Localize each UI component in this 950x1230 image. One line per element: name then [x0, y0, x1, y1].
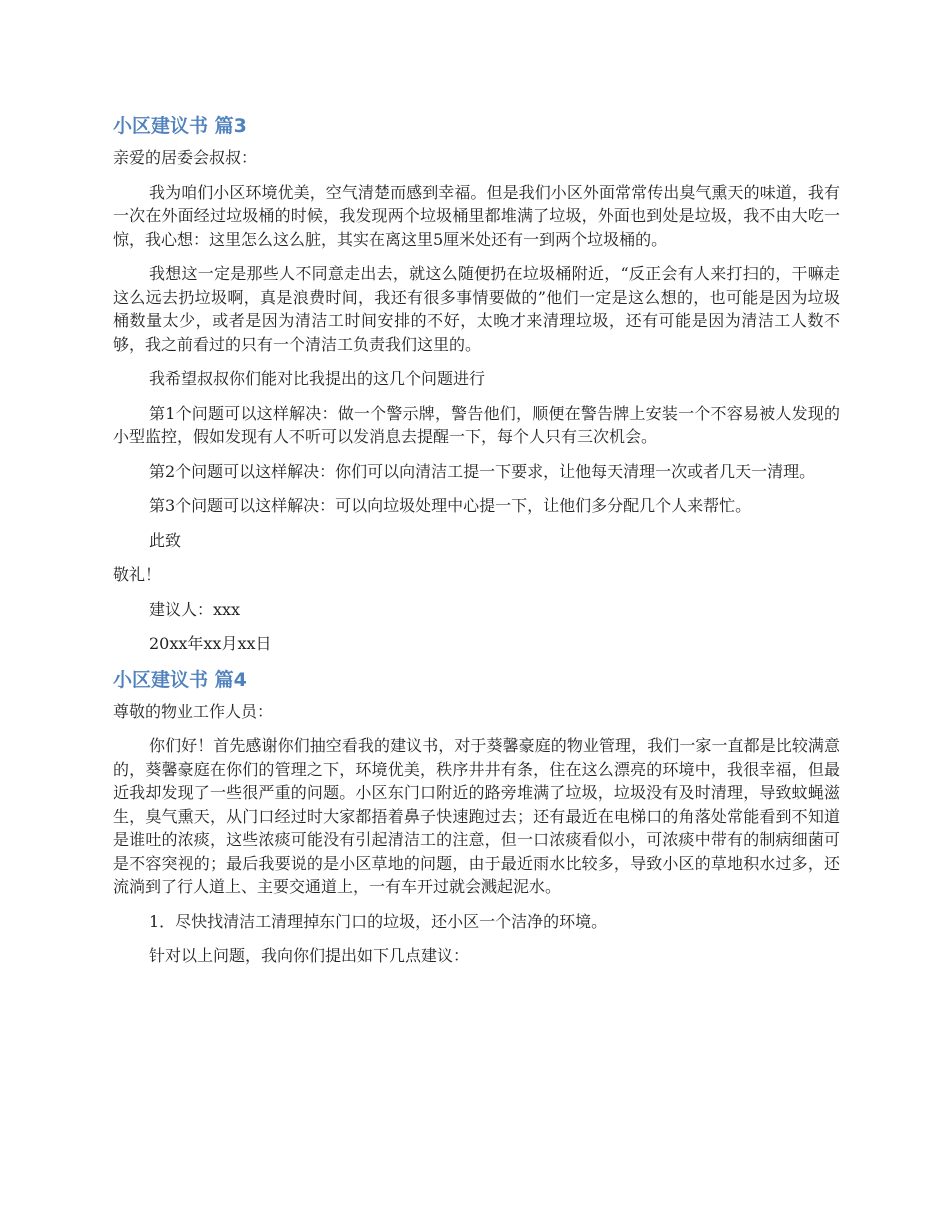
section-4-paragraph-2: 1．尽快找清洁工清理掉东门口的垃圾，还小区一个洁净的环境。 [149, 911, 608, 931]
section-3-paragraph-3: 我希望叔叔你们能对比我提出的这几个问题进行 [149, 369, 486, 388]
section-3-regards: 敬礼！ [113, 565, 162, 584]
section-3-paragraph-4: 第1个问题可以这样解决：做一个警示牌，警告他们，顺便在警告牌上安装一个不容易被人发现的小型监控，假如发现有人不听可以发消息去提醒一下，每个人只有三次机会。 [113, 403, 840, 446]
section-3-closing: 此致 [149, 530, 182, 550]
document-page [113, 113, 840, 979]
section-3-paragraph-2: 我想这一定是那些人不同意走出去，就这么随便扔在垃圾桶附近，“反正会有人来打扫的，干嘛走这么远去扔垃圾啊，真是浪费时间，我还有很多事情要做的”他们一定是这么想的，也可能是因为垃圾桶数量太少，或者是因为清洁工时间安排的不好，太晚才来清理垃圾，还有可能是因为清洁工人数不够，我之前看过的只有一个清洁工负责我们这里的。 [113, 264, 840, 354]
section-4-salutation: 尊敬的物业工作人员： [113, 701, 274, 721]
section-3-signer: 建议人：xxx [149, 599, 241, 619]
section-3-date: 20xx年xx月xx日 [149, 634, 272, 653]
section-3-paragraph-5: 第2个问题可以这样解决：你们可以向清洁工提一下要求，让他每天清理一次或者几天一清理。 [149, 461, 816, 481]
section-4-title: 小区建议书 篇4 [113, 668, 247, 691]
section-4-paragraph-3: 针对以上问题，我向你们提出如下几点建议： [149, 946, 470, 965]
section-3-paragraph-1: 我为咱们小区环境优美，空气清楚而感到幸福。但是我们小区外面常常传出臭气熏天的味道，我有一次在外面经过垃圾桶的时候，我发现两个垃圾桶里都堆满了垃圾，外面也到处是垃圾，我不由大吃一惊，我心想：这里怎么这么脏，其实在离这里5厘米处还有一到两个垃圾桶的。 [113, 182, 840, 249]
section-4-paragraph-1: 你们好！首先感谢你们抽空看我的建议书，对于葵馨豪庭的物业管理，我们一家一直都是比较满意的，葵馨豪庭在你们的管理之下，环境优美，秩序井井有条，住在这么漂亮的环境中，我很幸福，但最近我却发现了一些很严重的问题。小区东门口附近的路旁堆满了垃圾，垃圾没有及时清理，导致蚊蝇滋生，臭气熏天，从门口经过时大家都捂着鼻子快速跑过去；还有最近在电梯口的角落处常能看到不知道是谁吐的浓痰，这些浓痰可能没有引起清洁工的注意，但一口浓痰看似小，可浓痰中带有的制病细菌可是不容突视的；最后我要说的是小区草地的问题，由于最近雨水比较多，导致小区的草地积水过多，还流淌到了行人道上、主要交通道上，一有车开过就会溅起泥水。 [113, 736, 840, 896]
section-3-title: 小区建议书 篇3 [113, 115, 247, 137]
section-3-salutation: 亲爱的居委会叔叔： [113, 148, 258, 167]
section-3-paragraph-6: 第3个问题可以这样解决：可以向垃圾处理中心提一下，让他们多分配几个人来帮忙。 [149, 496, 752, 515]
